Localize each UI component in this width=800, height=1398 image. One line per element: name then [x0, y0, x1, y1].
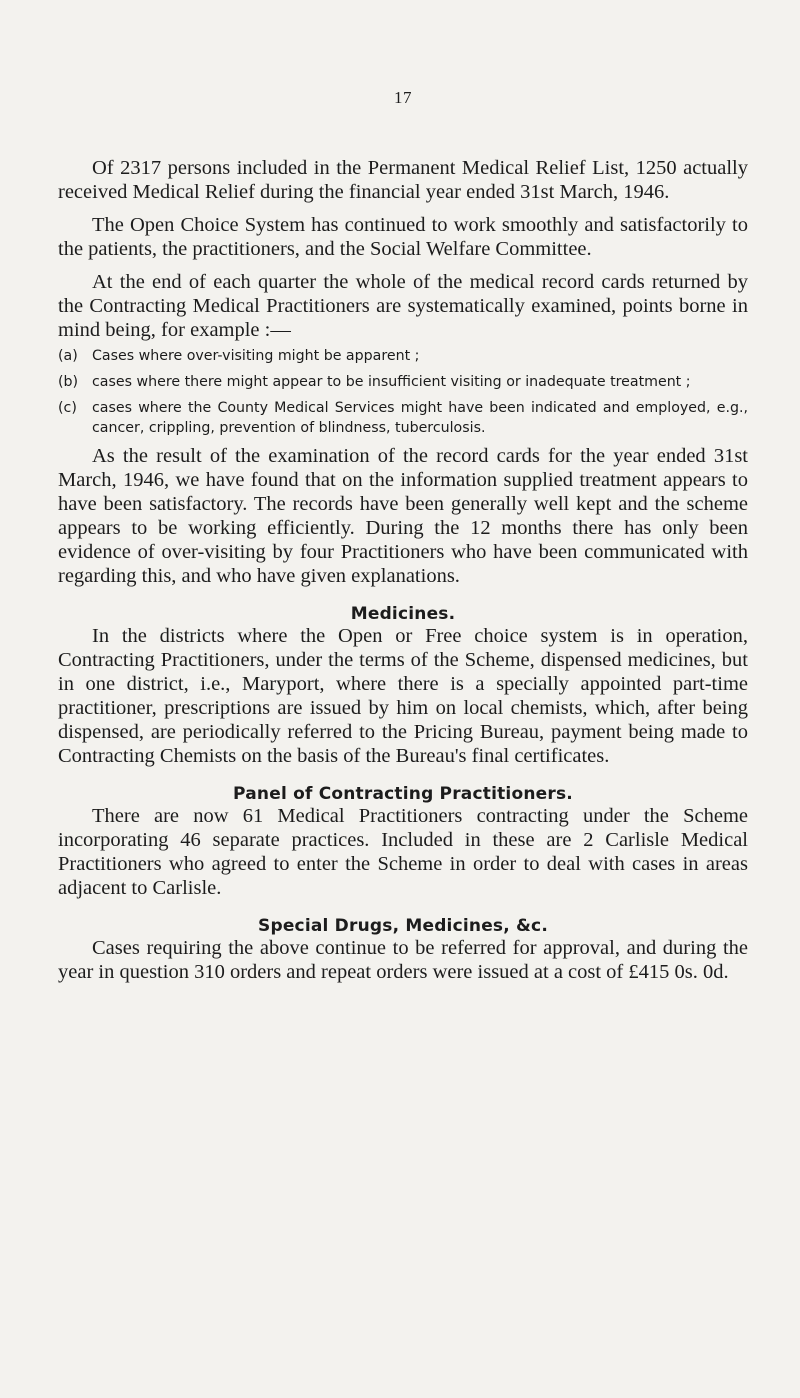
paragraph-relief-list: Of 2317 persons included in the Permanent Medical Relief List, 1250 actually received Medical Relief during the financial year ended 31st March, 1946.: [58, 157, 748, 203]
paragraph-open-choice: The Open Choice System has continued to work smoothly and satisfactorily to the patients, the practitioners, and the Social Welfare Committee.: [58, 214, 748, 260]
list-item: [58, 398, 748, 438]
list-item-text: cases where there might appear to be insufficient visiting or inadequate treatment ;: [92, 374, 691, 390]
list-item-text: Cases where over-visiting might be apparent ;: [92, 348, 420, 364]
paragraph-special-drugs: Cases requiring the above continue to be referred for approval, and during the year in question 310 orders and repeat orders were issued at a cost of £415 0s. 0d.: [58, 937, 748, 983]
list-item-label: (a): [58, 348, 78, 364]
heading-special-drugs: Special Drugs, Medicines, &c.: [258, 916, 548, 936]
heading-panel: Panel of Contracting Practitioners.: [233, 784, 573, 804]
list-item-label: (b): [58, 374, 79, 390]
examination-points-list: [58, 346, 748, 438]
heading-medicines: Medicines.: [350, 604, 456, 624]
paragraph-medicines: In the districts where the Open or Free choice system is in operation, Contracting Practitioners, under the terms of the Scheme, dispensed medicines, but in one district, i.e., Maryport, where there is a specially appointed part-time practitioner, prescriptions are issued by him on local chemists, which, after being dispensed, are periodically referred to the Pricing Bureau, payment being made to Contracting Chemists on the basis of the Bureau's final certificates.: [58, 625, 748, 767]
paragraph-examination-result: As the result of the examination of the record cards for the year ended 31st March, 1946, we have found that on the information supplied treatment appears to have been satisfactory. The records have been generally well kept and the scheme appears to be working efficiently. During the 12 months there has only been evidence of over-visiting by four Practitioners who have been communicated with regarding this, and who have given explanations.: [58, 445, 748, 587]
page-number: 17: [394, 88, 412, 107]
list-item: [58, 346, 748, 366]
list-item-label: (c): [58, 400, 77, 416]
paragraph-panel: There are now 61 Medical Practitioners contracting under the Scheme incorporating 46 separate practices. Included in these are 2 Carlisle Medical Practitioners who agreed to enter the Scheme in order to deal with cases in areas adjacent to Carlisle.: [58, 805, 748, 899]
list-item: [58, 372, 748, 392]
list-item-text: cases where the County Medical Services might have been indicated and employed, e.g., cancer, crippling, prevention of blindness, tuberculosis.: [92, 400, 748, 436]
paragraph-record-cards: At the end of each quarter the whole of the medical record cards returned by the Contracting Medical Practitioners are systematically examined, points borne in mind being, for example :—: [58, 271, 748, 341]
